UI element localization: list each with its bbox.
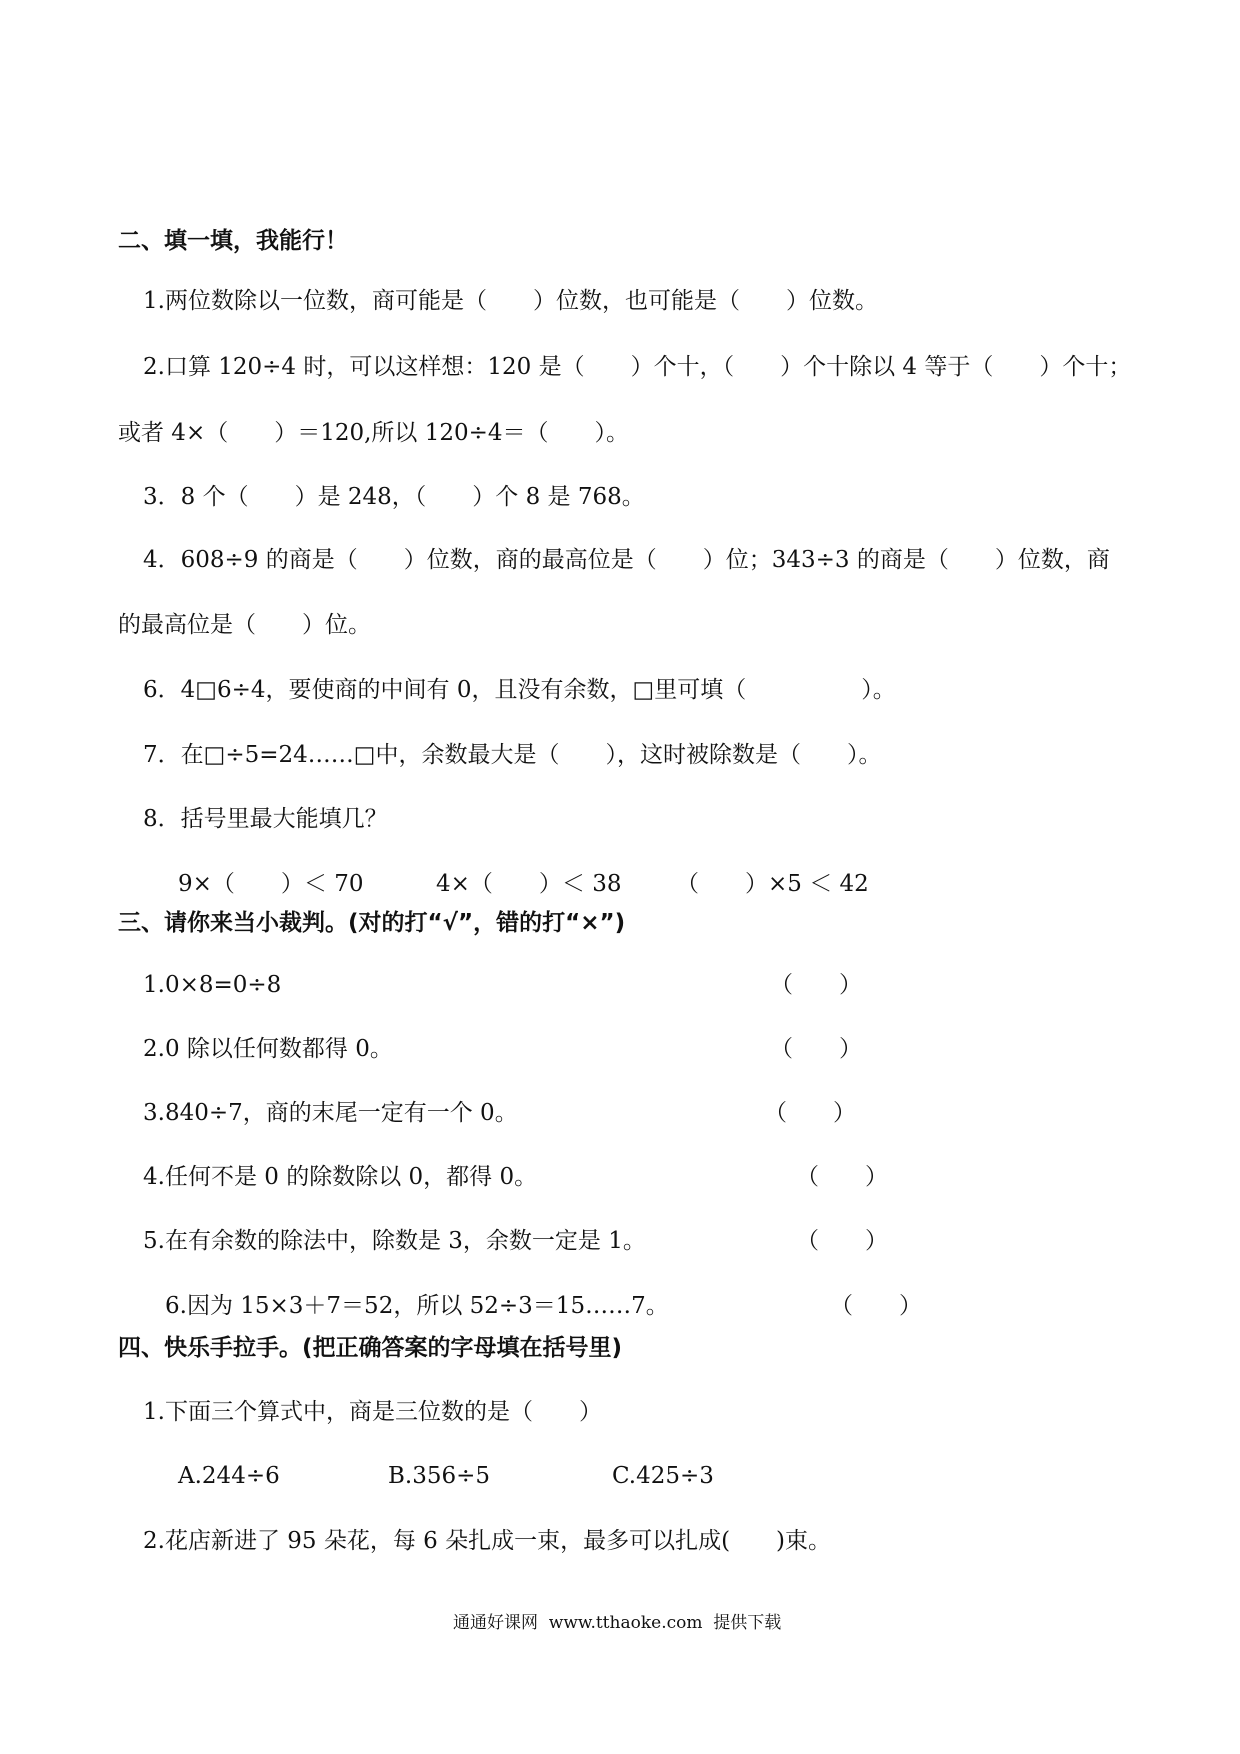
judge-item-2: 2.0 除以任何数都得 0。 (143, 1036, 393, 1062)
judge-item-3-blank: （ ） (764, 1100, 856, 1126)
judge-item-5-blank: （ ） (796, 1228, 888, 1254)
question-2-8-item-a: 9×（ ）＜ 70 (178, 871, 364, 897)
section-3-title: 三、请你来当小裁判。(对的打“√”，错的打“×”) (118, 910, 626, 936)
judge-item-1-blank: （ ） (770, 972, 862, 998)
choice-option-a: A.244÷6 (178, 1463, 280, 1489)
section-2-title: 二、填一填，我能行！ (118, 228, 348, 254)
choice-question-2: 2.花店新进了 95 朵花，每 6 朵扎成一束，最多可以扎成( )束。 (143, 1528, 832, 1554)
judge-item-4-blank: （ ） (796, 1164, 888, 1190)
question-2-2-line-1: 2.口算 120÷4 时，可以这样想：120 是（ ）个十，（ ）个十除以 4 等于（ ）个十； (143, 354, 1132, 380)
question-2-4-line-2: 的最高位是（ ）位。 (118, 612, 371, 638)
question-2-7: 7．在□÷5=24……□中，余数最大是（ ），这时被除数是（ ）。 (143, 742, 882, 768)
section-4-title: 四、快乐手拉手。(把正确答案的字母填在括号里) (118, 1335, 623, 1361)
judge-item-6: 6.因为 15×3＋7＝52，所以 52÷3＝15……7。 (165, 1293, 669, 1319)
choice-question-1: 1.下面三个算式中，商是三位数的是（ ） (143, 1399, 602, 1425)
question-2-4-line-1: 4．608÷9 的商是（ ）位数，商的最高位是（ ）位；343÷3 的商是（ ）位数，商 (143, 547, 1110, 573)
question-2-8-item-c: （ ）×5 ＜ 42 (676, 871, 869, 897)
choice-option-b: B.356÷5 (388, 1463, 491, 1489)
question-2-3: 3．8 个（ ）是 248，（ ）个 8 是 768。 (143, 484, 645, 510)
question-2-6: 6．4□6÷4，要使商的中间有 0，且没有余数，□里可填（ ）。 (143, 677, 896, 703)
judge-item-3: 3.840÷7，商的末尾一定有一个 0。 (143, 1100, 518, 1126)
footer-credit: 通通好课网 www.tthaoke.com 提供下载 (453, 1613, 782, 1633)
question-2-8: 8．括号里最大能填几？ (143, 806, 388, 832)
question-2-2-line-2: 或者 4×（ ）＝120,所以 120÷4＝（ ）。 (118, 420, 630, 446)
question-2-8-item-b: 4×（ ）＜ 38 (436, 871, 622, 897)
judge-item-6-blank: （ ） (830, 1293, 922, 1319)
judge-item-1: 1.0×8=0÷8 (143, 972, 282, 998)
judge-item-5: 5.在有余数的除法中，除数是 3，余数一定是 1。 (143, 1228, 646, 1254)
choice-option-c: C.425÷3 (612, 1463, 714, 1489)
judge-item-2-blank: （ ） (770, 1036, 862, 1062)
judge-item-4: 4.任何不是 0 的除数除以 0，都得 0。 (143, 1164, 538, 1190)
question-2-1: 1.两位数除以一位数，商可能是（ ）位数，也可能是（ ）位数。 (143, 288, 878, 314)
